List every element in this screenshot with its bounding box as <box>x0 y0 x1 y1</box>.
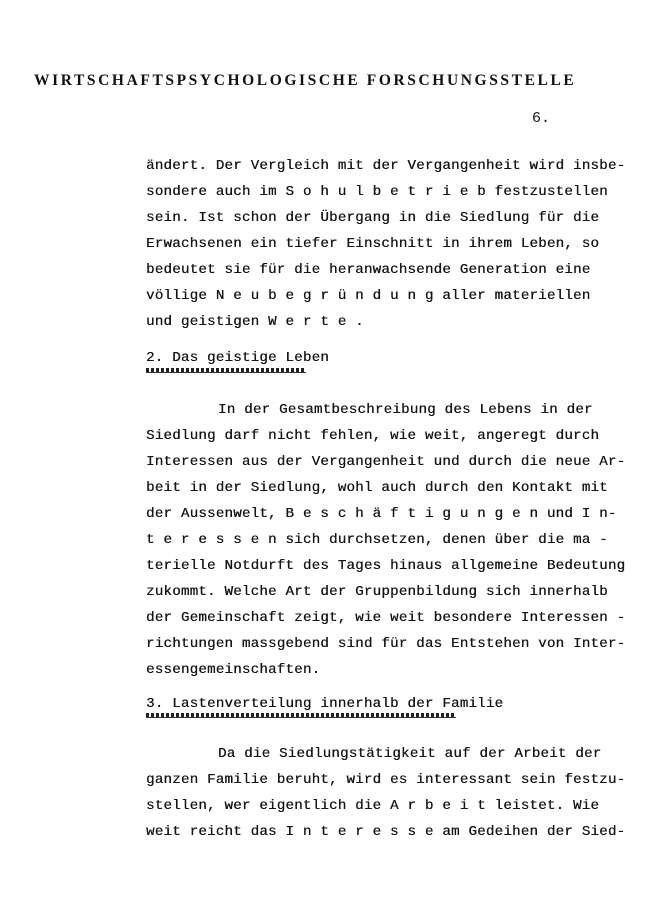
text-line: ändert. Der Vergleich mit der Vergangenheit wird insbe- <box>146 158 626 174</box>
text-line: richtungen massgebend sind für das Entstehen von Inter- <box>146 636 626 652</box>
heading-underline <box>146 713 456 718</box>
text-line: Da die Siedlungstätigkeit auf der Arbeit der <box>218 746 602 762</box>
text-line: beit in der Siedlung, wohl auch durch den Kontakt mit <box>146 480 608 496</box>
page-number: 6. <box>532 110 551 127</box>
text-line: Siedlung darf nicht fehlen, wie weit, angeregt durch <box>146 428 600 444</box>
section-heading: 2. Das geistige Leben <box>146 350 329 366</box>
text-line: essengemeinschaften. <box>146 662 321 678</box>
text-line: sondere auch im S o h u l b e t r i e b festzustellen <box>146 184 608 200</box>
heading-underline <box>146 368 306 373</box>
text-line: stellen, wer eigentlich die A r b e i t leistet. Wie <box>146 798 600 814</box>
text-line: ganzen Familie beruht, wird es interessant sein festzu- <box>146 772 626 788</box>
text-line: der Gemeinschaft zeigt, wie weit besondere Interessen - <box>146 610 626 626</box>
text-line: Interessen aus der Vergangenheit und durch die neue Ar- <box>146 454 626 470</box>
letterhead-title: WIRTSCHAFTSPSYCHOLOGISCHE FORSCHUNGSSTELLE <box>34 72 577 89</box>
section-heading: 3. Lastenverteilung innerhalb der Familie <box>146 696 504 712</box>
text-line: Erwachsenen ein tiefer Einschnitt in ihrem Leben, so <box>146 236 600 252</box>
text-line: und geistigen W e r t e . <box>146 314 364 330</box>
text-line: t e r e s s e n sich durchsetzen, denen über die ma - <box>146 532 608 548</box>
text-line: der Aussenwelt, B e s c h ä f t i g u n g e n und I n- <box>146 506 617 522</box>
text-line: sein. Ist schon der Übergang in die Siedlung für die <box>146 210 600 226</box>
text-line: In der Gesamtbeschreibung des Lebens in der <box>218 402 593 418</box>
text-line: völlige N e u b e g r ü n d u n g aller materiellen <box>146 288 591 304</box>
text-line: terielle Notdurft des Tages hinaus allgemeine Bedeutung <box>146 558 626 574</box>
text-line: weit reicht das I n t e r e s s e am Gedeihen der Sied- <box>146 824 626 840</box>
text-line: zukommt. Welche Art der Gruppenbildung sich innerhalb <box>146 584 608 600</box>
text-line: bedeutet sie für die heranwachsende Generation eine <box>146 262 591 278</box>
